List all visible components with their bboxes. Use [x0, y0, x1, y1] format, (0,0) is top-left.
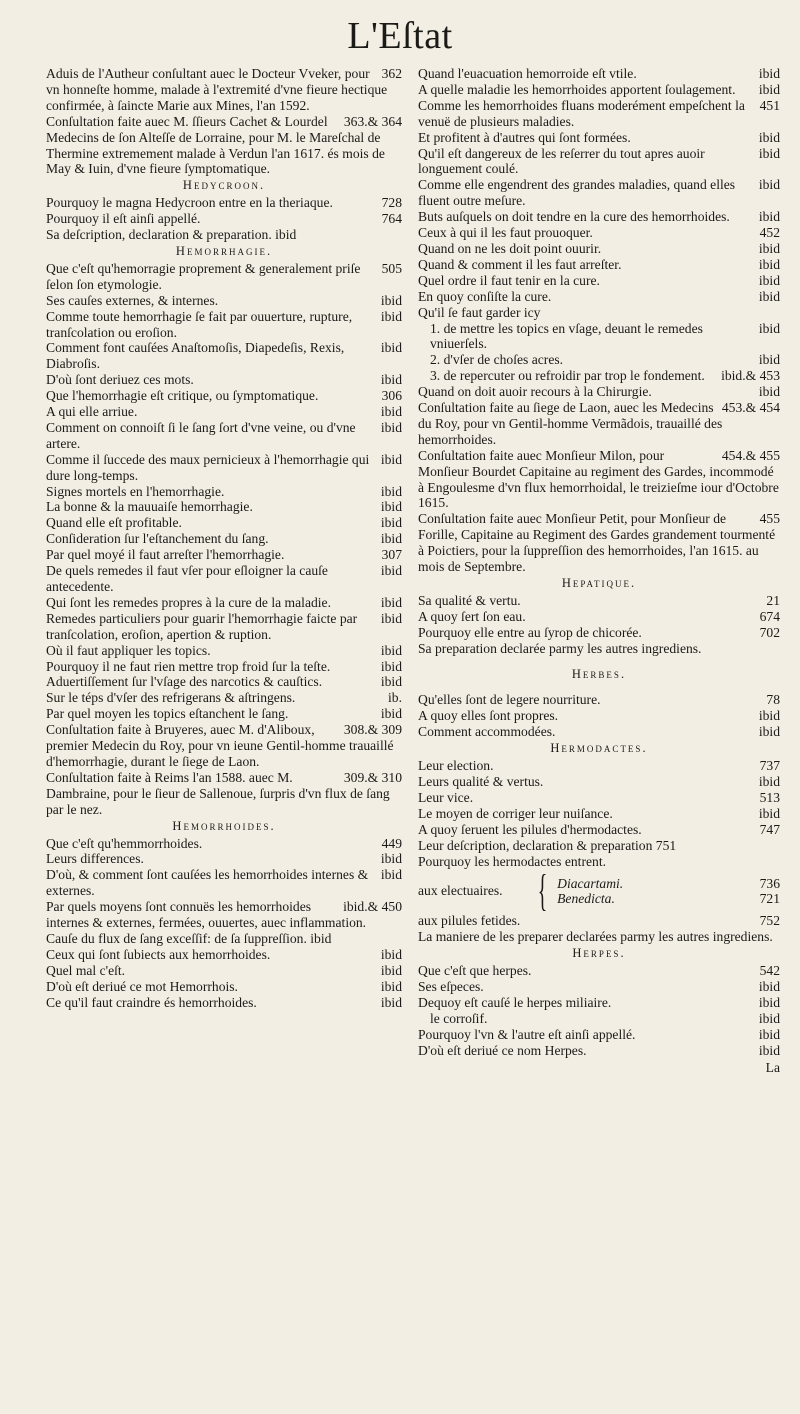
page-reference: ibid: [380, 851, 402, 867]
index-entry: [46, 643, 402, 659]
entry-text: Conſideration ſur l'eſtanchement du ſang.: [46, 531, 269, 547]
page-reference: ibid: [380, 978, 402, 994]
page-reference: ibid: [758, 352, 780, 368]
page-reference: 542: [759, 963, 780, 979]
index-entry: [46, 563, 402, 595]
index-entry: [418, 511, 780, 575]
page-reference: ibid: [758, 1042, 780, 1058]
page-reference: 702: [759, 624, 780, 640]
entry-text: De quels remedes il faut vſer pour eſloigner la cauſe antecedente.: [46, 563, 328, 594]
index-entry: [418, 724, 780, 740]
index-entry: [418, 854, 780, 870]
page-reference: ibid: [758, 209, 780, 225]
entry-text: Sa preparation declarée parmy les autres ingrediens.: [418, 640, 702, 656]
section-heading: Herpes.: [572, 946, 626, 961]
entry-text: Sa qualité & vertu.: [418, 592, 521, 608]
entry-text: Signes mortels en l'hemorrhagie.: [46, 483, 225, 499]
entry-text: Que c'eſt qu'hemmorrhoides.: [46, 835, 203, 851]
index-entry: [46, 931, 402, 947]
entry-text: La maniere de les preparer declarées parmy les autres ingrediens.: [418, 929, 773, 945]
index-entry: [418, 1027, 780, 1043]
index-entry: [46, 388, 402, 404]
page-reference: ibid: [380, 706, 402, 722]
entry-text: A qui elle arriue.: [46, 404, 138, 420]
entry-text: Et profitent à d'autres qui ſont formées.: [418, 129, 631, 145]
index-entry: [46, 947, 402, 963]
entry-text: Aduertiſſement ſur l'vſage des narcotics & cauſtics.: [46, 674, 323, 690]
page-reference: ibid: [380, 946, 402, 962]
index-entry: [46, 963, 402, 979]
page-reference: 452: [759, 225, 780, 241]
entry-text: Quand & comment il les faut arreſter.: [418, 256, 622, 272]
index-entry: [418, 66, 780, 82]
index-entry: [418, 979, 780, 995]
page-reference: ibid: [380, 515, 402, 531]
brace-item: Benedicta. 721: [557, 891, 780, 907]
entry-text: La bonne & la mauuaiſe hemorrhagie.: [46, 499, 253, 515]
page-reference: ibid: [758, 773, 780, 789]
right-column: [418, 66, 780, 1075]
entry-text: Buts auſquels on doit tendre en la cure des hemorrhoides.: [418, 209, 730, 225]
index-entry: [418, 289, 780, 305]
page-reference: ibid: [758, 81, 780, 97]
page-reference: 752: [759, 913, 780, 929]
index-entry: [418, 609, 780, 625]
index-entry: [46, 706, 402, 722]
index-entry: [418, 838, 780, 854]
index-entry: [418, 352, 780, 368]
entry-text: Cauſe du flux de ſang exceſſif: de ſa ſuppreſſion. ibid: [46, 930, 332, 946]
page-reference: ibid: [380, 563, 402, 579]
entry-text: Quand on doit auoir recours à la Chirurgie.: [418, 384, 652, 400]
entry-text: 2. d'vſer de choſes acres.: [430, 352, 564, 368]
entry-text: Dequoy eſt cauſé le herpes miliaire.: [418, 994, 612, 1010]
entry-text: Comme elle engendrent des grandes maladies, quand elles fluent outre meſure.: [418, 177, 736, 209]
page-reference: ibid: [380, 867, 402, 883]
page-reference: 307: [381, 547, 402, 563]
index-entry: [418, 1043, 780, 1059]
entry-text: Ses cauſes externes, & internes.: [46, 292, 219, 308]
page-reference: 363.& 364: [343, 113, 402, 129]
page-reference: 78: [766, 692, 780, 708]
page-reference: ib.: [388, 690, 402, 706]
entry-text: Où il faut appliquer les topics.: [46, 642, 211, 658]
page-reference: ibid: [380, 483, 402, 499]
index-entry: [46, 611, 402, 643]
page-reference: ibid: [758, 240, 780, 256]
page-reference: ibid: [380, 340, 402, 356]
page-reference: 505: [381, 260, 402, 276]
page-reference: 306: [381, 388, 402, 404]
index-entry: [418, 130, 780, 146]
index-entry: [46, 547, 402, 563]
left-column: [46, 66, 402, 1010]
entry-text: Pourquoy les hermodactes entrent.: [418, 853, 606, 869]
entry-text: Par quels moyens ſont connuës les hemorrhoides internes & externes, fermées, ouuertes, auec inflammation.: [46, 899, 367, 931]
entry-text: Que l'hemorrhagie eſt critique, ou ſymptomatique.: [46, 388, 319, 404]
section-heading: Hermodactes.: [550, 741, 648, 756]
brace-item: Diacartami. 736: [557, 875, 780, 891]
entry-text: Quand l'euacuation hemorroide eſt vtile.: [418, 66, 637, 81]
page-reference: ibid: [380, 962, 402, 978]
entry-text: Pourquoy l'vn & l'autre eſt ainſi appellé.: [418, 1026, 636, 1042]
entry-text: Par quel moyen les topics eſtanchent le ſang.: [46, 706, 289, 722]
index-entry: [46, 404, 402, 420]
index-entry: [46, 227, 402, 243]
index-entry: [46, 851, 402, 867]
section-heading: Hedycroon.: [182, 178, 266, 193]
entry-text: Ses eſpeces.: [418, 979, 484, 995]
page-reference: 21: [766, 592, 780, 608]
page-reference: ibid: [380, 658, 402, 674]
entry-text: A quelle maladie les hemorrhoides apportent ſoulagement.: [418, 81, 736, 97]
page-reference: ibid: [380, 610, 402, 626]
page-reference: ibid: [758, 1026, 780, 1042]
brace-items: [557, 876, 780, 908]
page-reference: ibid: [380, 642, 402, 658]
index-entry: [46, 995, 402, 1011]
index-entry: [46, 531, 402, 547]
index-entry: [418, 400, 780, 448]
page-reference: ibid: [380, 451, 402, 467]
index-entry: [46, 420, 402, 452]
entry-text: Leur election.: [418, 758, 494, 774]
entry-text: Quel ordre il faut tenir en la cure.: [418, 272, 600, 288]
page-reference: ibid.& 450: [343, 899, 402, 915]
page-reference: ibid: [758, 256, 780, 272]
index-entry: [418, 321, 780, 353]
index-entry: [418, 641, 780, 657]
section-heading: Hemorrhagie.: [175, 243, 273, 258]
catchword: La: [765, 1059, 780, 1075]
page-reference: 309.& 310: [343, 769, 402, 785]
entry-text: D'où, & comment ſont cauſées les hemorrhoides internes & externes.: [46, 867, 369, 899]
index-entry: [418, 1011, 780, 1027]
page-reference: 453.& 454: [721, 400, 780, 416]
entry-text: Leurs qualité & vertus.: [418, 773, 544, 789]
entry-text: Pourquoy il ne faut rien mettre trop froid ſur la teſte.: [46, 658, 331, 674]
section-heading: Hepatique.: [561, 576, 637, 590]
entry-text: Comme les hemorrhoides fluans moderément empeſchent la venuë de plusieurs maladies.: [418, 97, 745, 129]
page-reference: 728: [381, 195, 402, 211]
brace-group: [418, 866, 780, 916]
index-entry: [46, 261, 402, 293]
index-entry: [46, 452, 402, 484]
index-entry: [46, 499, 402, 515]
page-reference: 513: [759, 789, 780, 805]
entry-text: Ce qu'il faut craindre és hemorrhoides.: [46, 994, 257, 1010]
index-entry: [418, 995, 780, 1011]
index-entry: [418, 929, 780, 945]
entry-text: Aduis de l'Autheur conſultant auec le Docteur Vveker, pour vn honneſte homme, malade à l'extremité d'vne fieure hectique confirmée, à ſaincte Marie aux Mines, l'an 1592.: [46, 66, 388, 113]
entry-text: Sa deſcription, declaration & preparation. ibid: [46, 227, 297, 243]
index-entry: [418, 305, 780, 321]
page-reference: ibid: [380, 292, 402, 308]
entry-text: Qu'elles ſont de legere nourriture.: [418, 692, 601, 708]
entry-text: Pourquoy elle entre au ſyrop de chicorée.: [418, 624, 642, 640]
index-entry: [46, 899, 402, 931]
section-heading: Herbes.: [571, 666, 627, 681]
page-reference: ibid: [758, 979, 780, 995]
entry-text: Leur deſcription, declaration & preparation 751: [418, 837, 677, 853]
page-reference: ibid: [758, 66, 780, 81]
index-entry: [46, 595, 402, 611]
index-entry: [418, 146, 780, 178]
index-entry: [46, 114, 402, 178]
index-entry: [418, 758, 780, 774]
page-reference: 764: [381, 211, 402, 227]
entry-text: Pourquoy le magna Hedycroon entre en la theriaque.: [46, 195, 333, 211]
page-reference: ibid: [380, 372, 402, 388]
entry-text: Quand elle eſt profitable.: [46, 515, 182, 531]
page-reference: ibid: [380, 404, 402, 420]
page-reference: 455: [759, 511, 780, 527]
index-entry: [418, 177, 780, 209]
entry-text: Ceux à qui il les faut prouoquer.: [418, 225, 593, 241]
entry-text: Remedes particuliers pour guarir l'hemorrhagie faicte par tranſcolation, eroſion, apertion & ruption.: [46, 610, 358, 642]
page-reference: ibid: [758, 272, 780, 288]
page-reference: ibid: [758, 288, 780, 304]
index-entry: [46, 867, 402, 899]
index-entry: [46, 66, 402, 114]
page-reference: 674: [759, 608, 780, 624]
index-entry: [46, 515, 402, 531]
page-reference: 449: [381, 835, 402, 851]
index-entry: [46, 979, 402, 995]
index-entry: [418, 790, 780, 806]
index-entry: [46, 340, 402, 372]
entry-text: A quoy ſeruent les pilules d'hermodactes.: [418, 821, 642, 837]
entry-text: Qu'il ſe faut garder icy: [418, 304, 541, 320]
entry-text: Que c'eſt que herpes.: [418, 963, 532, 979]
index-entry: [46, 836, 402, 852]
entry-text: Conſultation faite auec Monſieur Petit, pour Monſieur de Forille, Capitaine au Regiment des Gardes grandement tourmenté à Poictiers, pour la ſuppreſſion des hemorrhoides, l'an 1615. au mois de Septembre.: [418, 511, 776, 575]
entry-text: Comment on connoiſt ſi le ſang ſort d'vne veine, ou d'vne artere.: [46, 419, 356, 451]
index-entry: [46, 211, 402, 227]
index-entry: [418, 625, 780, 641]
page-reference: ibid: [380, 308, 402, 324]
index-entry: [46, 770, 402, 818]
entry-text: A quoy elles ſont propres.: [418, 708, 559, 724]
entry-text: 1. de mettre les topics en vſage, deuant le remedes vniuerſels.: [430, 320, 703, 352]
entry-text: A quoy ſert ſon eau.: [418, 608, 526, 624]
page-reference: ibid: [758, 994, 780, 1010]
index-entry: [418, 209, 780, 225]
entry-text: Comme toute hemorrhagie ſe fait par ouuerture, rupture, tranſcolation ou eroſion.: [46, 308, 353, 340]
index-entry: [46, 372, 402, 388]
entry-text: aux pilules fetides.: [418, 913, 521, 929]
entry-text: Que c'eſt qu'hemorragie proprement & generalement priſe ſelon ſon etymologie.: [46, 260, 361, 292]
entry-text: Par quel moyé il faut arreſter l'hemorrhagie.: [46, 547, 285, 563]
entry-text: Quand on ne les doit point ouurir.: [418, 240, 602, 256]
page-reference: 454.& 455: [721, 447, 780, 463]
entry-text: Comment font cauſées Anaſtomoſis, Diapedeſis, Rexis, Diabroſis.: [46, 340, 345, 372]
index-entry: [418, 241, 780, 257]
entry-text: Leur vice.: [418, 789, 474, 805]
page-reference: ibid: [758, 129, 780, 145]
index-entry: [418, 708, 780, 724]
page-reference: 747: [759, 821, 780, 837]
entry-text: Conſultation faite à Reims l'an 1588. auec M. Dambraine, pour le ſieur de Sallenoue, ſurpris d'vn flux de ſang par le nez.: [46, 769, 390, 817]
running-head: L'Eſtat: [347, 15, 453, 57]
entry-text: D'où eſt deriué ce mot Hemorrhois.: [46, 978, 238, 994]
entry-text: le corroſif.: [430, 1010, 488, 1026]
index-entry: [418, 82, 780, 98]
right-column-top: [418, 66, 780, 869]
page-reference: 451: [759, 97, 780, 113]
entry-text: 3. de repercuter ou refroidir par trop le fondement.: [430, 368, 705, 384]
index-entry: [46, 722, 402, 770]
page-reference: ibid: [758, 724, 780, 740]
page-reference: ibid: [758, 320, 780, 336]
index-entry: [418, 692, 780, 708]
entry-text: Qui ſont les remedes propres à la cure de la maladie.: [46, 594, 331, 610]
right-column-bottom: [418, 913, 780, 1058]
index-entry: [46, 484, 402, 500]
index-entry: [418, 593, 780, 609]
entry-text: Ceux qui ſont ſubiects aux hemorrhoides.: [46, 946, 271, 962]
brace-symbol: {: [537, 866, 548, 916]
page-reference: ibid: [758, 145, 780, 161]
entry-text: Comment accommodées.: [418, 724, 556, 740]
index-entry: [418, 774, 780, 790]
index-entry: [46, 690, 402, 706]
index-entry: [418, 806, 780, 822]
entry-text: Quel mal c'eſt.: [46, 962, 126, 978]
index-entry: [418, 822, 780, 838]
index-entry: [418, 384, 780, 400]
index-entry: [418, 963, 780, 979]
entry-text: D'où eſt deriué ce nom Herpes.: [418, 1042, 587, 1058]
page-reference: ibid: [758, 805, 780, 821]
entry-text: Pourquoy il eſt ainſi appellé.: [46, 211, 201, 227]
page-reference: 362: [381, 66, 402, 81]
index-entry: [418, 225, 780, 241]
entry-text: Qu'il eſt dangereux de les reſerrer du tout apres auoir longuement coulé.: [418, 145, 705, 177]
index-entry: [46, 674, 402, 690]
page-reference: 308.& 309: [343, 722, 402, 738]
page-reference: ibid.& 453: [721, 368, 780, 384]
index-entry: [46, 309, 402, 341]
index-entry: [418, 98, 780, 130]
index-entry: [418, 913, 780, 929]
page-reference: ibid: [380, 674, 402, 690]
entry-text: Leurs differences.: [46, 851, 144, 867]
entry-text: Conſultation faite auec Monſieur Milon, pour Monſieur Bourdet Capitaine au regiment des Gardes, incommodé à Engoulesme d'vn flux hemorrhoidal, le treizieſme iour d'Octobre 1615.: [418, 447, 779, 511]
index-entry: [46, 195, 402, 211]
page-reference: ibid: [380, 994, 402, 1010]
index-entry: [46, 659, 402, 675]
page-reference: 737: [759, 758, 780, 774]
entry-text: Conſultation faite au ſiege de Laon, auec les Medecins du Roy, pour vn Gentil-homme Vermãdois, trauaillé des hemorrhoides.: [418, 400, 723, 447]
entry-text: Conſultation faite auec M. ſſieurs Cachet & Lourdel Medecins de ſon Alteſſe de Lorraine, pour M. le Mareſchal de Thermine extremement malade à Verdun l'an 1617. és mois de May & Iuin, d'vne fieure ſymptomatique.: [46, 113, 385, 177]
entry-text: Conſultation faite à Bruyeres, auec M. d'Aliboux, premier Medecin du Roy, pour vn ieune Gentil-homme trauaillé d'hemorrhagie, durant le ſiege de Laon.: [46, 722, 394, 769]
index-entry: [418, 368, 780, 384]
index-entry: [418, 448, 780, 512]
entry-text: Sur le téps d'vſer des refrigerans & aſtringens.: [46, 690, 296, 706]
entry-text: Le moyen de corriger leur nuiſance.: [418, 805, 613, 821]
page-reference: ibid: [380, 594, 402, 610]
entry-text: Comme il ſuccede des maux pernicieux à l'hemorrhagie qui dure long-temps.: [46, 451, 370, 483]
entry-text: D'où ſont deriuez ces mots.: [46, 372, 194, 388]
page-reference: ibid: [758, 708, 780, 724]
page-reference: ibid: [758, 177, 780, 193]
brace-lead: aux electuaires.: [418, 883, 503, 899]
page-reference: ibid: [758, 1010, 780, 1026]
index-entry: [418, 273, 780, 289]
page-reference: ibid: [758, 384, 780, 400]
index-entry: [46, 293, 402, 309]
entry-text: En quoy conſiſte la cure.: [418, 288, 552, 304]
index-entry: [418, 257, 780, 273]
page-reference: ibid: [380, 531, 402, 547]
page-reference: ibid: [380, 419, 402, 435]
page-reference: ibid: [380, 499, 402, 515]
section-heading: Hemorrhoides.: [172, 818, 276, 833]
